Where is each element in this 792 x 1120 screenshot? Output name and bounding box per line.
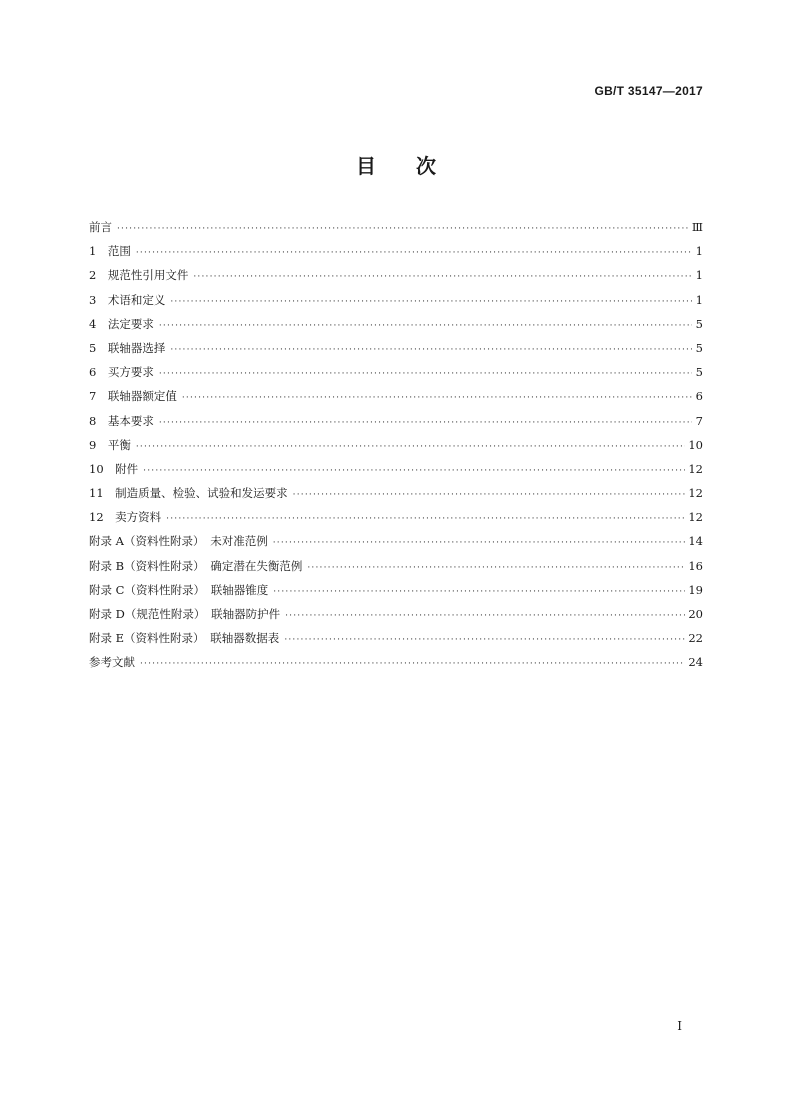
toc-entry-label: 参考文献 (89, 655, 135, 670)
document-code: GB/T 35147—2017 (594, 84, 703, 98)
toc-entry-5[interactable] (89, 336, 703, 360)
toc-entry-label: 附录 E（资料性附录） 联轴器数据表 (89, 631, 280, 646)
toc-entry-label: 8 基本要求 (89, 413, 154, 428)
toc-entry-page: 20 (688, 607, 703, 621)
toc-entry-page: 12 (688, 486, 703, 501)
toc-entry-bibliography[interactable] (89, 650, 703, 674)
toc-leader-dots (159, 362, 692, 386)
toc-entry-page: 12 (688, 510, 703, 525)
toc-title-char-2: 次 (416, 154, 436, 178)
toc-entry-label: 4 法定要求 (89, 316, 154, 331)
toc-entry-8[interactable] (89, 409, 703, 433)
toc-entry-label: 11 制造质量、检验、试验和发运要求 (89, 486, 288, 501)
toc-leader-dots (182, 386, 692, 410)
toc-entry-11[interactable] (89, 481, 703, 505)
toc-leader-dots (170, 338, 692, 362)
toc-entry-page: 10 (688, 437, 703, 452)
toc-entry-label: 3 术语和定义 (89, 292, 166, 307)
toc-entry-label: 7 联轴器额定值 (89, 389, 177, 404)
page-number: I (677, 1019, 682, 1033)
toc-entry-label: 1 范围 (89, 244, 131, 259)
toc-entry-page: Ⅲ (691, 220, 703, 234)
toc-leader-dots (293, 483, 686, 507)
toc-leader-dots (143, 459, 685, 483)
toc-entry-annex-a[interactable] (89, 529, 703, 553)
toc-entry-3[interactable] (89, 288, 703, 312)
toc-entry-page: 6 (695, 389, 703, 404)
toc-entry-page: 7 (695, 413, 703, 428)
toc-leader-dots (170, 290, 692, 314)
toc-leader-dots (117, 217, 689, 241)
toc-leader-dots (273, 531, 686, 555)
toc-entry-annex-e[interactable] (89, 626, 703, 650)
toc-entry-label: 12 卖方资料 (89, 510, 162, 525)
toc-leader-dots (273, 580, 685, 604)
toc-entry-page: 14 (688, 534, 703, 549)
toc-entry-label: 10 附件 (89, 461, 139, 476)
toc-entry-10[interactable] (89, 457, 703, 481)
toc-leader-dots (136, 435, 686, 459)
toc-leader-dots (307, 556, 685, 580)
toc-leader-dots (140, 652, 685, 676)
toc-entry-page: 1 (695, 244, 703, 259)
toc-entry-label: 前言 (89, 220, 112, 234)
toc-leader-dots (159, 314, 692, 338)
toc-leader-dots (166, 507, 685, 531)
toc-entry-page: 16 (688, 558, 703, 573)
toc-entry-label: 6 买方要求 (89, 365, 154, 380)
toc-entry-9[interactable] (89, 433, 703, 457)
toc-entry-page: 5 (695, 365, 703, 380)
toc-entry-annex-b[interactable] (89, 554, 703, 578)
toc-entry-foreword[interactable] (89, 215, 703, 239)
toc-entry-page: 5 (695, 316, 703, 331)
toc-entry-page: 19 (688, 582, 703, 597)
toc-entry-7[interactable] (89, 384, 703, 408)
toc-entry-12[interactable] (89, 505, 703, 529)
toc-entry-annex-c[interactable] (89, 578, 703, 602)
toc-entry-page: 1 (695, 268, 703, 283)
toc-entry-label: 附录 D（规范性附录） 联轴器防护件 (89, 607, 281, 621)
toc-entry-2[interactable] (89, 263, 703, 287)
toc-entry-label: 2 规范性引用文件 (89, 268, 189, 283)
toc-leader-dots (159, 411, 692, 435)
toc-leader-dots (136, 241, 692, 265)
toc-entry-label: 附录 B（资料性附录） 确定潜在失衡范例 (89, 558, 303, 573)
toc-title (0, 150, 792, 179)
table-of-contents (89, 215, 703, 675)
toc-entry-label: 附录 A（资料性附录） 未对准范例 (89, 534, 268, 549)
toc-entry-label: 5 联轴器选择 (89, 340, 166, 355)
toc-entry-label: 9 平衡 (89, 437, 131, 452)
toc-entry-1[interactable] (89, 239, 703, 263)
toc-leader-dots (285, 604, 685, 628)
toc-entry-page: 22 (688, 631, 703, 646)
toc-title-char-1: 目 (356, 154, 376, 178)
toc-entry-page: 12 (688, 461, 703, 476)
toc-entry-page: 1 (695, 292, 703, 307)
toc-entry-4[interactable] (89, 312, 703, 336)
toc-leader-dots (193, 265, 692, 289)
toc-entry-6[interactable] (89, 360, 703, 384)
toc-entry-annex-d[interactable] (89, 602, 703, 626)
toc-entry-label: 附录 C（资料性附录） 联轴器锥度 (89, 582, 269, 597)
toc-leader-dots (284, 628, 685, 652)
toc-entry-page: 24 (688, 655, 703, 670)
toc-entry-page: 5 (695, 340, 703, 355)
